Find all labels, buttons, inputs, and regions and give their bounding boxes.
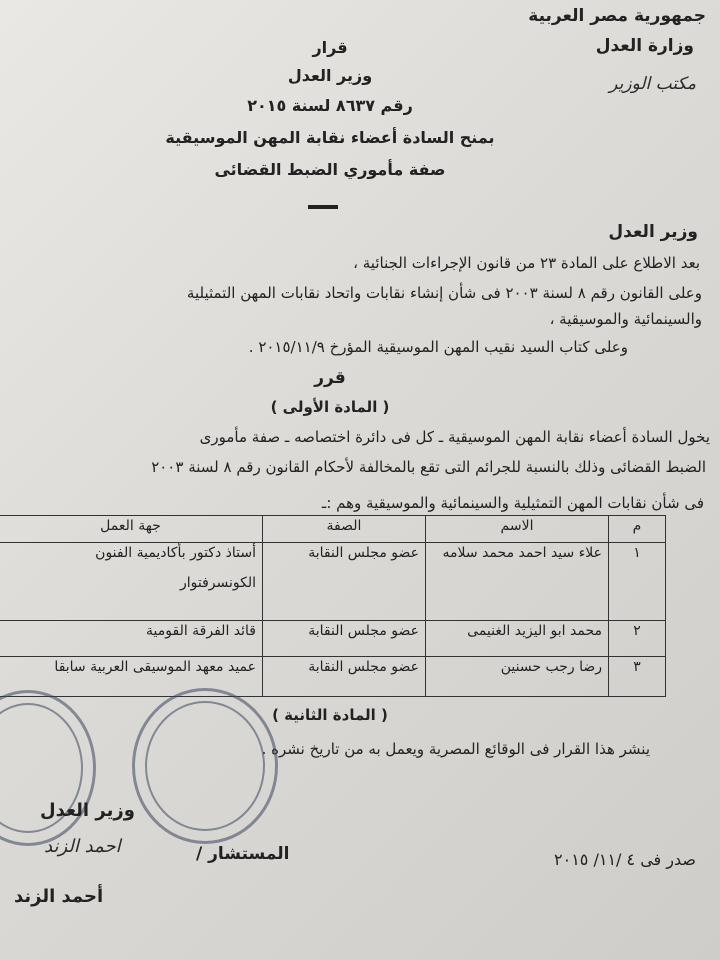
table-row	[0, 657, 666, 697]
official-seal-center	[132, 688, 278, 844]
row-name: محمد ابو اليزيد الغنيمى	[426, 621, 609, 657]
decree-title: قرار	[312, 38, 348, 57]
letterhead-ministry: وزارة العدل	[595, 36, 694, 56]
title-divider	[308, 205, 338, 209]
footer-minister-title: وزير العدل	[40, 800, 135, 821]
letterhead-office: مكتب الوزير	[609, 74, 696, 94]
row-index: ١	[609, 543, 666, 621]
header-name: الاسم	[426, 516, 609, 543]
decision-word: قرر	[314, 368, 346, 388]
footer-counselor: المستشار /	[196, 844, 290, 864]
row-workplace-line-1: أستاذ دكتور بأكاديمية الفنون	[95, 545, 256, 561]
decree-subject-2: صفة مأموري الضبط القضائى	[214, 160, 446, 179]
footer-issued-date: صدر فى ٤ /١١/ ٢٠١٥	[554, 850, 696, 869]
table-row	[0, 621, 666, 657]
row-index: ٣	[609, 657, 666, 697]
row-workplace: قائد الفرقة القومية	[0, 621, 263, 657]
preamble-line-3: والسينمائية والموسيقية ،	[549, 310, 702, 328]
handwritten-signature: احمد الزند	[44, 836, 121, 857]
row-workplace: عميد معهد الموسيقى العربية سابقا	[0, 657, 263, 697]
preamble-line-1: بعد الاطلاع على المادة ٢٣ من قانون الإجراءات الجنائية ،	[353, 254, 700, 272]
decree-number: رقم ٨٦٣٧ لسنة ٢٠١٥	[247, 96, 413, 115]
preamble-line-4: وعلى كتاب السيد نقيب المهن الموسيقية المؤرخ ٢٠١٥/١١/٩ .	[248, 338, 628, 356]
decree-issuer: وزير العدل	[287, 66, 373, 85]
table-header-row	[0, 516, 666, 543]
header-title: الصفة	[263, 516, 426, 543]
row-name: علاء سيد احمد محمد سلامه	[426, 543, 609, 621]
article-2-heading: ( المادة الثانية )	[272, 706, 388, 724]
row-title: عضو مجلس النقابة	[263, 543, 426, 621]
decree-subject-1: بمنح السادة أعضاء نقابة المهن الموسيقية	[165, 128, 495, 147]
table-row	[0, 543, 666, 621]
header-index: م	[609, 516, 666, 543]
header-workplace: جهة العمل	[0, 516, 263, 543]
article-2-text: ينشر هذا القرار فى الوقائع المصرية ويعمل به من تاريخ نشره .	[261, 740, 650, 758]
article-1-line-2: الضبط القضائى وذلك بالنسبة للجرائم التى تقع بالمخالفة لأحكام القانون رقم ٨ لسنة ٢٠٠٣	[151, 458, 706, 476]
article-1-line-1: يخول السادة أعضاء نقابة المهن الموسيقية ـ كل فى دائرة اختصاصه ـ صفة مأمورى	[199, 428, 710, 446]
row-workplace-line-2: الكونسرفتوار	[179, 575, 256, 591]
row-title: عضو مجلس النقابة	[263, 657, 426, 697]
article-1-line-3: فى شأن نقابات المهن التمثيلية والسينمائية والموسيقية وهم :ـ	[321, 494, 704, 512]
preamble-line-2: وعلى القانون رقم ٨ لسنة ٢٠٠٣ فى شأن إنشاء نقابات واتحاد نقابات المهن التمثيلية	[186, 284, 702, 302]
article-1-heading: ( المادة الأولى )	[270, 398, 390, 416]
row-title: عضو مجلس النقابة	[263, 621, 426, 657]
row-workplace	[0, 543, 263, 621]
footer-signatory-name: أحمد الزند	[14, 886, 104, 907]
row-name: رضا رجب حسنين	[426, 657, 609, 697]
letterhead-country: جمهورية مصر العربية	[528, 6, 706, 26]
members-table	[0, 515, 666, 697]
row-index: ٢	[609, 621, 666, 657]
preamble-heading: وزير العدل	[608, 222, 698, 242]
